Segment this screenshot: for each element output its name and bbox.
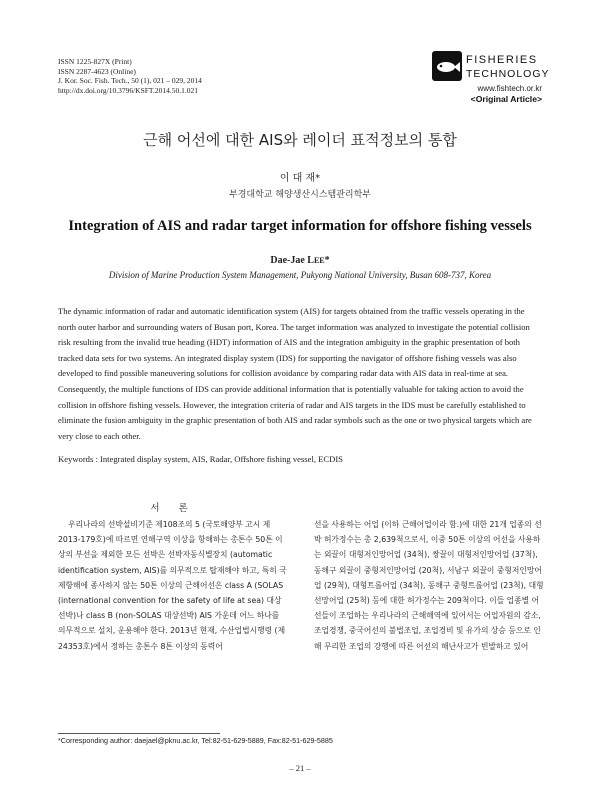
keywords: Keywords : Integrated display system, AIS, Radar, Offshore fishing vessel, ECDIS (58, 454, 343, 464)
fish-logo-icon (432, 51, 550, 81)
author-family-initial: L (307, 255, 314, 266)
english-affiliation: Division of Marine Production System Management, Pukyong National University, Busan 608-737, Korea (108, 270, 492, 280)
journal-meta (58, 57, 318, 95)
doi-link[interactable]: http://dx.doi.org/10.3796/KSFT.2014.50.1.021 (58, 85, 198, 95)
english-title: Integration of AIS and radar target information for offshore fishing vessels (68, 218, 532, 234)
introduction-heading: 서 론 (150, 503, 196, 514)
issn-online: ISSN 2287-4623 (Online) (58, 66, 136, 76)
logo-line2: TECHNOLOGY (466, 68, 550, 80)
author-family-rest: EE (313, 256, 325, 265)
issn-print: ISSN 1225-827X (Print) (58, 57, 132, 66)
english-author (40, 255, 560, 266)
intro-column-right: 선을 사용하는 어업 (이하 근해어업이라 함.)에 대한 21개 업종의 선박 허가정수는 총 2,639척으로서, 이중 50톤 이상의 어선을 사용하는 외끌이 대형저인망어업 (34척), 쌍끌이 대형저인망어업 (37척), 동해구 외끌이 중형저인망어업 (20척), 서남구 외끌이 중형저인망어업 (29척), 대형트롤어업 (34척), 동해구 중형트롤어업 (23척), 대형선망어업 (25척) 등에 대한 허가정수는 209척이다. 이들 업종별 어선들이 조업하는 우리나라의 근해해역에 있어서는 어업자원의 감소, 조업경쟁, 중국어선의 불법조업, 조업경비 및 유가의 상승 등으로 인해 무리한 조업의 강행에 따른 어선의 해난사고가 빈발하고 있어 (314, 520, 544, 651)
article-type: <Original Article> (470, 94, 542, 104)
footnote-divider (58, 733, 220, 734)
journal-website[interactable]: www.fishtech.or.kr (477, 84, 542, 93)
author-given-name: Dae-Jae (270, 255, 308, 266)
korean-affiliation: 부경대학교 해양생산시스템관리학부 (229, 190, 371, 200)
author-mark: * (324, 255, 330, 266)
abstract: The dynamic information of radar and automatic identification system (AIS) for targets obtained from the traffic vessels operating in the north outer harbor and surrounding waters of Busan port, Korea. The target information was analyzed to investigate the potential collision risk resulting from the invalid true heading (HDT) information of AIS and the integration ambiguity in the graphic presentation of both tracked data sets for two systems. An integrated display system (IDS) for supporting the navigator of offshore fishing vessels was also developed to find possible maneuvering solutions for collision avoidance by comparing radar data with AIS data in real-time at sea. Consequently, the multiple functions of IDS can provide additional information that is potentially valuable for taking action to avoid the collision in offshore fishing vessels. However, the integration criteria of radar and AIS targets in the IDS must be carefully established to eliminate the fusion ambiguity in the graphic presentation of both AIS and radar symbols such as the one or two physical targets which are very close to each other. (58, 306, 532, 441)
journal-logo (432, 51, 550, 81)
korean-author: 이 대 재* (279, 173, 321, 184)
page-number: – 21 – (289, 763, 311, 773)
logo-line1: FISHERIES (466, 54, 538, 66)
intro-column-left: 우리나라의 선박설비기준 제108조의 5 (국토해양부 고시 제2013-179호)에 따르면 연해구역 이상을 항해하는 총톤수 50톤 이상의 부선을 제외한 모든 선박은 선박자동식별장치 (automatic identification system, AIS)를 의무적으로 탑재해야 하고, 특히 국제항해에 종사하지 않는 50톤 이상의 근해어선은 class A (SOLAS (international convention for the safety of life at sea) 대상선박)나 class B (non-SOLAS 대상선박) AIS 가운데 어느 하나를 의무적으로 설치, 운용해야 한다. 2013년 현재, 수산업법시행령 (제24353호)에서 정하는 총톤수 8톤 이상의 동력어 (58, 520, 287, 651)
corresponding-author-footnote: *Corresponding author: daejael@pknu.ac.kr, Tel:82-51-629-5889, Fax:82-51-629-5885 (58, 736, 333, 745)
citation: J. Kor. Soc. Fish. Tech., 50 (1), 021 – 029, 2014 (58, 76, 202, 85)
korean-title: 근해 어선에 대한 AIS와 레이더 표적정보의 통합 (143, 131, 457, 149)
